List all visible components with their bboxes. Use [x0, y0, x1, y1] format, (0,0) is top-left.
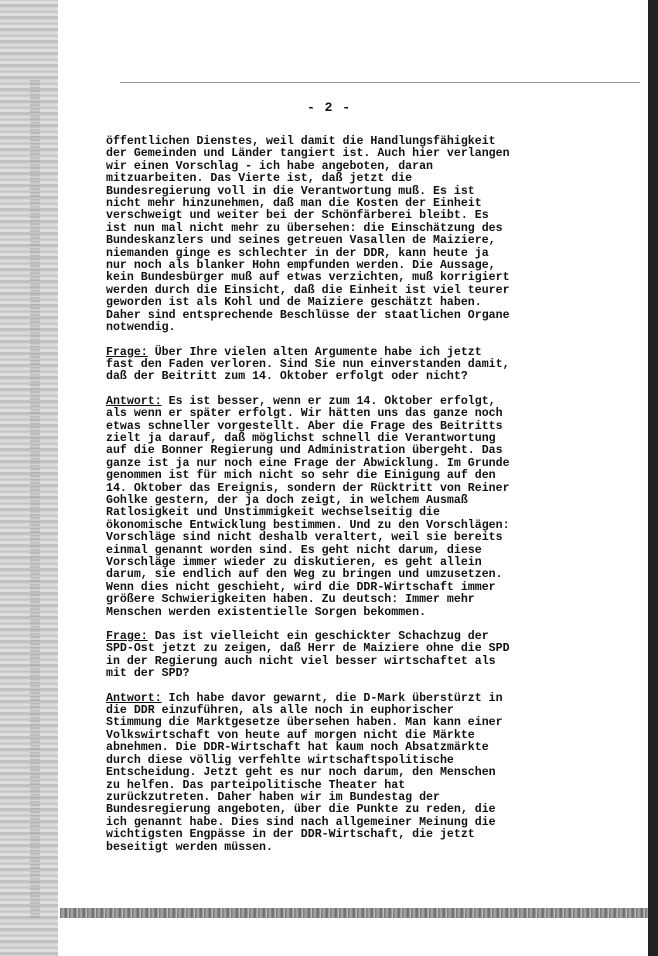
line: darum, sie endlich auf den Weg zu bringen und umzusetzen. — [106, 568, 503, 582]
line: verschweigt und weiter bei der Schönfärberei bleibt. Es — [106, 209, 489, 223]
speaker-label: Frage: — [106, 630, 148, 644]
line: als wenn er später erfolgt. Wir hätten uns das ganze noch — [106, 407, 503, 421]
line: beseitigt werden müssen. — [106, 840, 273, 854]
page-number: - 2 - — [306, 100, 351, 115]
line: Stimmung die Marktgesetze übersehen haben. Man kann einer — [106, 716, 503, 730]
line: größere Schwierigkeiten haben. Zu deutsch: Immer mehr — [106, 593, 475, 607]
line: Vorschläge immer wieder zu diskutieren, es geht allein — [106, 556, 482, 569]
line: zurückzutreten. Daher haben wir im Bundestag der — [106, 790, 440, 804]
line: Es ist besser, wenn er zum 14. Oktober erfolgt, — [161, 394, 496, 408]
line: Daher sind entsprechende Beschlüsse der staatlichen Organe — [106, 308, 510, 322]
question-paragraph — [106, 631, 530, 681]
line: nur noch als blanker Hohn empfunden werden. Die Aussage, — [106, 259, 496, 273]
speaker-label: Antwort: — [106, 691, 162, 705]
line: mit der SPD? — [106, 667, 190, 681]
line: nicht mehr hinzunehmen, daß man die Kosten der Einheit — [106, 197, 482, 211]
line: SPD-Ost jetzt zu zeigen, daß Herr de Maiziere ohne die SPD — [106, 642, 510, 656]
line: öffentlichen Dienstes, weil damit die Handlungsfähigkeit — [106, 135, 496, 148]
line: mitzuarbeiten. Das Vierte ist, daß jetzt die — [106, 172, 413, 186]
answer-paragraph — [106, 693, 530, 854]
question-paragraph — [106, 347, 530, 384]
line: die DDR einzuführen, als alle noch in euphorischer — [106, 704, 454, 718]
speaker-label: Antwort: — [106, 394, 162, 408]
line: geworden ist als Kohl und de Maiziere geschätzt haben. — [106, 296, 482, 310]
line: Wenn dies nicht geschieht, wird die DDR-Wirtschaft immer — [106, 580, 496, 594]
scan-edge-bottom — [60, 908, 648, 918]
line: fast den Faden verloren. Sind Sie nun einverstanden damit, — [106, 357, 510, 371]
scan-edge-right — [648, 0, 658, 956]
line: zu helfen. Das parteipolitische Theater hat — [106, 778, 406, 792]
line: Gohlke gestern, der ja doch zeigt, in welchem Ausmaß — [106, 493, 468, 507]
line: zielt ja darauf, daß möglichst schnell die Verantwortung — [106, 431, 496, 445]
document-body — [106, 136, 530, 866]
line: ökonomische Entwicklung bestimmen. Und zu den Vorschlägen: — [106, 518, 510, 532]
line: 14. Oktober das Ereignis, sondern der Rücktritt von Reiner — [106, 481, 510, 495]
line: wichtigsten Engpässe in der DDR-Wirtschaft, die jetzt — [106, 828, 475, 842]
line: Entscheidung. Jetzt geht es nur noch darum, den Menschen — [106, 766, 496, 780]
scan-top-line — [120, 82, 640, 83]
line: ganze ist ja nur noch eine Frage der Abwicklung. Im Grunde — [106, 456, 510, 470]
line: etwas schneller vorgestellt. Aber die Frage des Beitritts — [106, 419, 503, 433]
line: Das ist vielleicht ein geschickter Schachzug der — [147, 630, 489, 644]
line: Bundesregierung angeboten, über die Punkte zu reden, die — [106, 803, 496, 817]
line: einmal genannt worden sind. Es geht nicht darum, diese — [106, 543, 482, 557]
line: kein Bundesbürger muß auf etwas verzichten, muß korrigiert — [106, 271, 510, 285]
line: werden durch die Einsicht, daß die Einheit ist viel teurer — [106, 283, 510, 297]
line: niemanden ginge es schlechter in der DDR, kann heute ja — [106, 246, 489, 260]
line: Bundeskanzlers und seines getreuen Vasallen de Maiziere, — [106, 234, 496, 248]
line: Ich habe davor gewarnt, die D-Mark überstürzt in — [161, 691, 503, 705]
line: ist nun mal nicht mehr zu übersehen: die Einschätzung des — [106, 221, 503, 235]
scan-shadow-left — [0, 0, 58, 956]
line: notwendig. — [106, 321, 176, 335]
line: daß der Beitritt zum 14. Oktober erfolgt oder nicht? — [106, 370, 468, 384]
line: Volkswirtschaft von heute auf morgen nicht die Märkte — [106, 728, 475, 742]
line: Über Ihre vielen alten Argumente habe ich jetzt — [147, 345, 482, 359]
line: wir einen Vorschlag - ich habe angeboten, daran — [106, 159, 433, 173]
line: genommen ist für mich nicht so sehr die Einigung auf den — [106, 469, 496, 483]
line: abnehmen. Die DDR-Wirtschaft hat kaum noch Absatzmärkte — [106, 741, 489, 755]
line: ich genannt habe. Dies sind nach allgemeiner Meinung die — [106, 815, 496, 829]
speaker-label: Frage: — [106, 345, 148, 359]
line: der Gemeinden und Länder tangiert ist. Auch hier verlangen — [106, 147, 510, 161]
line: in der Regierung auch nicht viel besser wirtschaftet als — [106, 654, 496, 668]
line: Bundesregierung voll in die Verantwortung muß. Es ist — [106, 184, 475, 198]
line: Menschen werden existentielle Sorgen bekommen. — [106, 605, 427, 619]
line: auf die Bonner Regierung und Administration übergeht. Das — [106, 444, 503, 458]
line: durch diese völlig verfehlte wirtschaftspolitische — [106, 753, 454, 767]
paragraph — [106, 136, 530, 335]
line: Vorschläge sind nicht deshalb veraltert, weil sie bereits — [106, 531, 503, 545]
line: Ratlosigkeit und Unstimmigkeit wechselseitig die — [106, 506, 440, 520]
answer-paragraph — [106, 396, 530, 619]
